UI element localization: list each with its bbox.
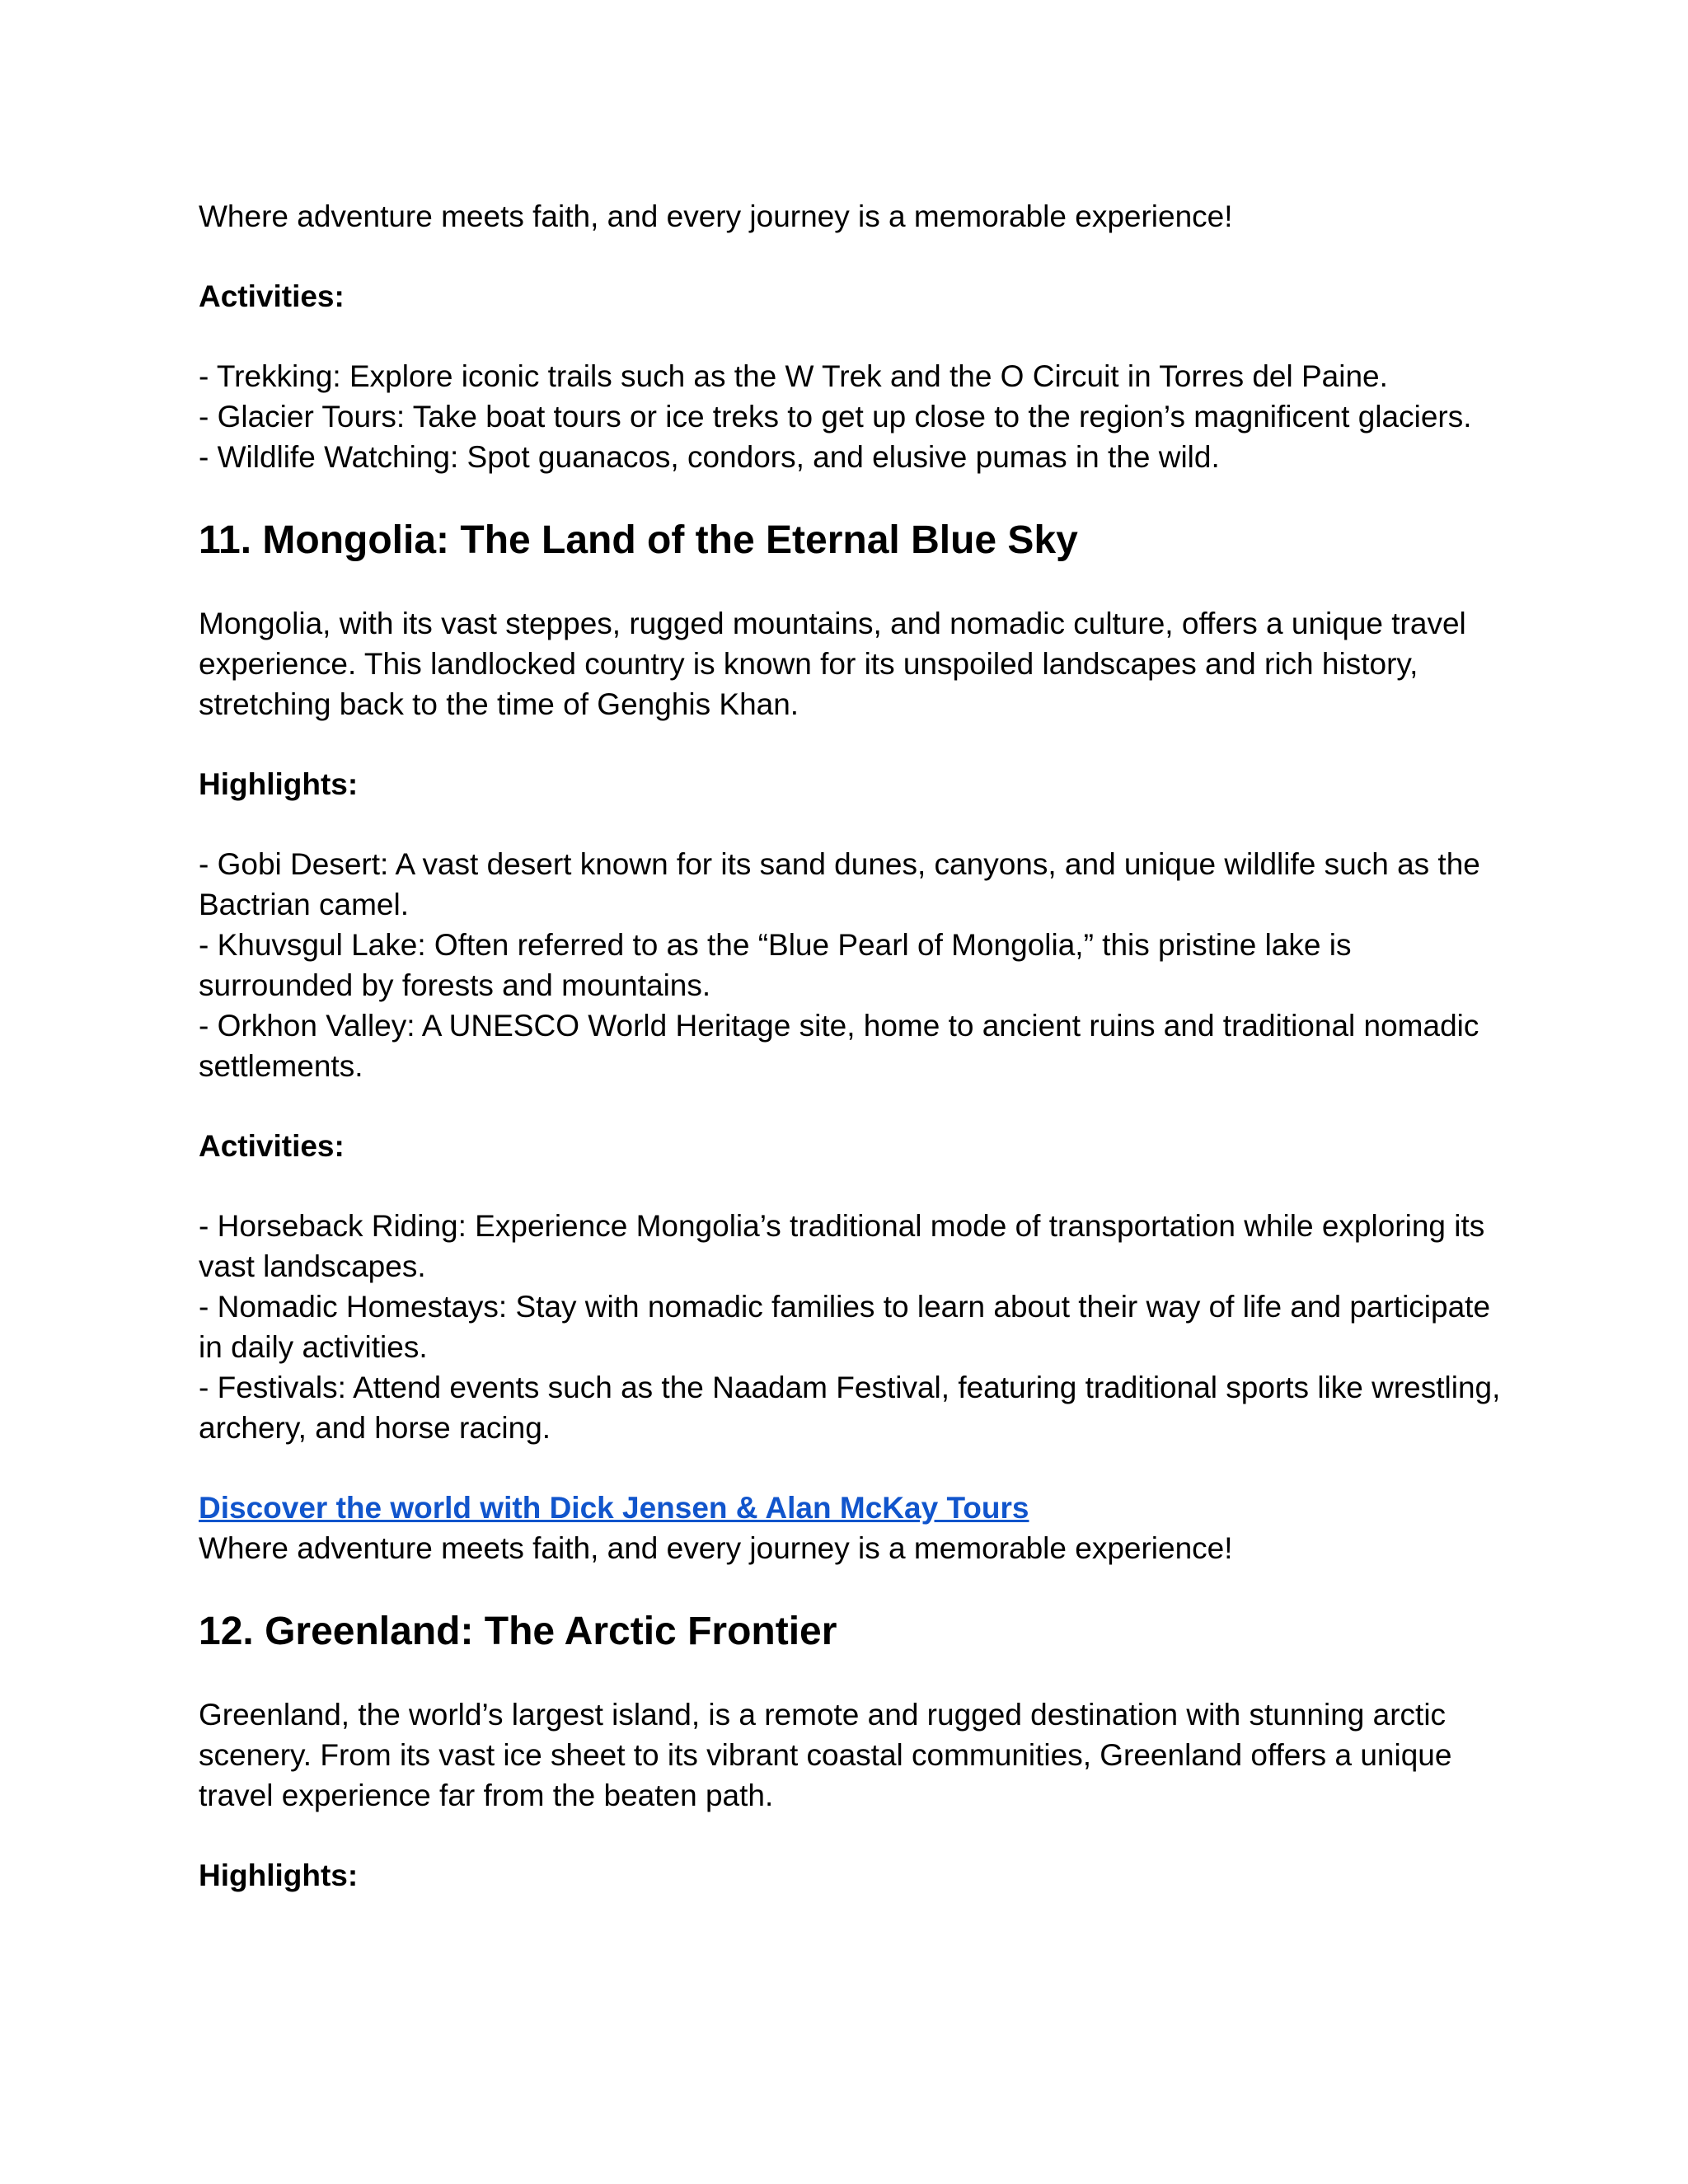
list-item: - Horseback Riding: Experience Mongolia’s traditional mode of transportation while exploring its vast landscapes. <box>199 1209 1485 1283</box>
greenland-highlights-heading: Highlights: <box>199 1858 359 1892</box>
section-heading-mongolia: 11. Mongolia: The Land of the Eternal Blue Sky <box>199 518 1078 562</box>
list-item: - Khuvsgul Lake: Often referred to as the “Blue Pearl of Mongolia,” this pristine lake is surrounded by forests and mountains. <box>199 928 1352 1002</box>
tours-promo-link[interactable]: Discover the world with Dick Jensen & Alan McKay Tours <box>199 1491 1029 1525</box>
intro-activities-list <box>199 356 1501 477</box>
list-item: - Trekking: Explore iconic trails such as the W Trek and the O Circuit in Torres del Paine. <box>199 359 1388 393</box>
list-item: - Glacier Tours: Take boat tours or ice treks to get up close to the region’s magnificent glaciers. <box>199 400 1472 434</box>
mongolia-activities-heading: Activities: <box>199 1129 345 1163</box>
list-item: - Nomadic Homestays: Stay with nomadic families to learn about their way of life and participate in daily activities. <box>199 1290 1491 1364</box>
list-item: - Wildlife Watching: Spot guanacos, condors, and elusive pumas in the wild. <box>199 440 1220 474</box>
list-item: - Gobi Desert: A vast desert known for its sand dunes, canyons, and unique wildlife such as the Bactrian camel. <box>199 847 1480 921</box>
greenland-description: Greenland, the world’s largest island, is a remote and rugged destination with stunning arctic scenery. From its vast ice sheet to its vibrant coastal communities, Greenland offers a unique travel experience far from the beaten path. <box>199 1698 1452 1812</box>
mongolia-highlights-heading: Highlights: <box>199 767 359 801</box>
promo-link-line <box>199 1488 1501 1528</box>
section-heading-greenland: 12. Greenland: The Arctic Frontier <box>199 1610 837 1653</box>
mongolia-description: Mongolia, with its vast steppes, rugged mountains, and nomadic culture, offers a unique travel experience. This landlocked country is known for its unspoiled landscapes and rich history, stretching back to the time of Genghis Khan. <box>199 607 1466 721</box>
intro-tagline: Where adventure meets faith, and every journey is a memorable experience! <box>199 199 1233 233</box>
promo-tagline: Where adventure meets faith, and every journey is a memorable experience! <box>199 1531 1233 1565</box>
list-item: - Festivals: Attend events such as the Naadam Festival, featuring traditional sports like wrestling, archery, and horse racing. <box>199 1371 1501 1445</box>
list-item: - Orkhon Valley: A UNESCO World Heritage site, home to ancient ruins and traditional nomadic settlements. <box>199 1009 1479 1083</box>
mongolia-activities-list <box>199 1206 1501 1448</box>
document-body <box>199 196 1501 1896</box>
intro-activities-heading: Activities: <box>199 279 345 313</box>
mongolia-highlights-list <box>199 844 1501 1086</box>
